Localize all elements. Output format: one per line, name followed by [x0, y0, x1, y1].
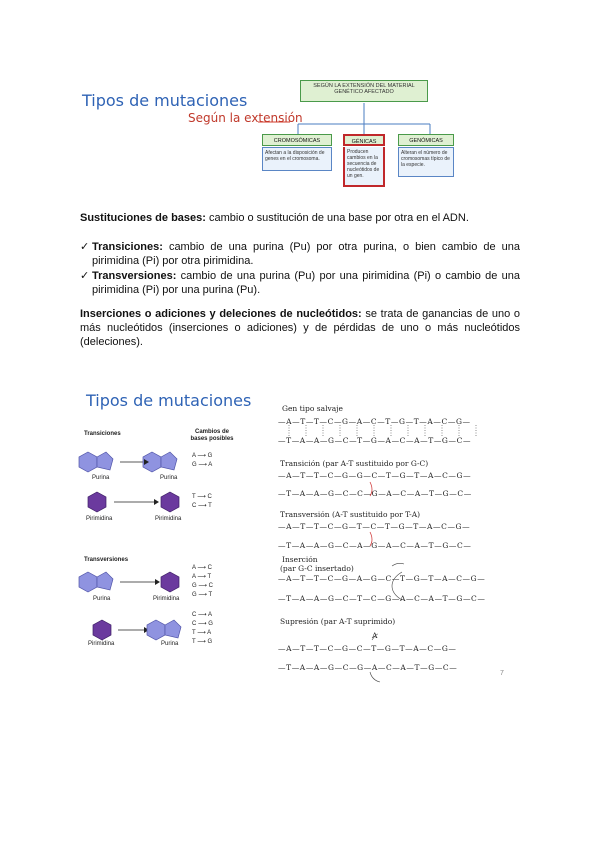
pair: C ⟶ T [192, 503, 212, 509]
para-inserciones-bold: Inserciones o adiciones y deleciones de nucleótidos: [80, 308, 362, 320]
pair: C ⟶ A [192, 612, 212, 618]
label-transition: Transición (par A-T sustituido por G-C) [280, 459, 429, 468]
section1-title: Tipos de mutaciones [82, 91, 248, 110]
section1-subtitle: Según la extensión [188, 111, 303, 125]
desc-genicas: Producen cambios en la secuencia de nucleótidos de un gen. [343, 147, 385, 187]
pair: G ⟶ T [192, 592, 213, 598]
label-transversion: Transversión (A-T sustituido por T-A) [280, 510, 421, 519]
label-purina: Purina [92, 475, 110, 481]
label-deletion: Supresión (par A-T suprimido) [280, 617, 396, 626]
pair: T ⟶ A [192, 630, 212, 636]
flowchart-root: SEGÚN LA EXTENSIÓN DEL MATERIAL GENÉTICO AFECTADO [300, 80, 428, 102]
label-purina: Purina [160, 475, 178, 481]
label-purina: Purina [93, 596, 111, 602]
label-insertion: Inserción [282, 555, 318, 564]
pair: A ⟶ G [192, 453, 213, 459]
para-sustituciones-text: cambio o sustitución de una base por otra en el ADN. [205, 212, 469, 224]
seq-wild-top: —A—T—T—C—G—A—C—T—G—T—A—C—G— [278, 417, 471, 426]
label-pirimidina: Pirimidina [88, 641, 115, 647]
bullet-transiciones-bold: Transiciones: [92, 241, 163, 253]
desc-cromosomicas: Afectan a la disposición de genes en el cromosoma. [262, 147, 332, 171]
pair: G ⟶ A [192, 462, 213, 468]
desc-genomicas: Alteran el número de cromosomas típico de la especie. [398, 147, 454, 177]
seq-transversion-top: —A—T—T—C—G—T—C—T—G—T—A—C—G— [278, 522, 471, 531]
seq-wild-bottom: —T—A—A—G—C—T—G—A—C—A—T—G—C— [278, 436, 472, 445]
check-icon: ✓ [80, 270, 90, 282]
category-genomicas: GENÓMICAS [398, 134, 454, 146]
pair: A ⟶ C [192, 565, 212, 571]
bullet-transversiones-bold: Transversiones: [92, 270, 177, 282]
label-transiciones: Transiciones [84, 431, 121, 437]
label-wild-type: Gen tipo salvaje [282, 404, 343, 413]
page-number: 7 [500, 670, 504, 677]
pair: G ⟶ C [192, 583, 213, 589]
category-genicas: GÉNICAS [343, 134, 385, 146]
label-transversiones: Transversiones [84, 557, 129, 563]
label-cambios: Cambios de bases posibles [190, 429, 234, 442]
label-pirimidina: Pirimidina [153, 596, 180, 602]
seq-insertion-bottom: —T—A—A—G—C—T—C—G—A—C—A—T—G—C— [278, 594, 486, 603]
bullet-transiciones-text: cambio de una purina (Pu) por otra purina, o bien cambio de una pirimidina (Pi) por otra pirimidina. [92, 241, 520, 267]
pair: A ⟶ T [192, 574, 212, 580]
para-sustituciones-bold: Sustituciones de bases: [80, 212, 206, 224]
pair: T ⟶ G [192, 639, 213, 645]
check-icon: ✓ [80, 241, 90, 253]
label-pirimidina: Pirimidina [86, 516, 113, 522]
seq-deletion-top: —A—T—T—C—G—C—T—G—T—A—C—G— [278, 644, 457, 653]
pair: T ⟶ C [192, 494, 212, 500]
section2-title: Tipos de mutaciones [86, 391, 252, 410]
seq-transition-top: —A—T—T—C—G—G—C—T—G—T—A—C—G— [278, 471, 472, 480]
seq-deletion-bottom: —T—A—A—G—C—G—A—C—A—T—G—C— [278, 663, 458, 672]
seq-transversion-bottom: —T—A—A—G—C—A—G—A—C—A—T—G—C— [278, 541, 472, 550]
seq-transition-bottom: —T—A—A—G—C—C—G—A—C—A—T—G—C— [278, 489, 472, 498]
category-cromosomicas: CROMOSÓMICAS [262, 134, 332, 146]
pair: C ⟶ G [192, 621, 213, 627]
label-purina: Purina [161, 641, 179, 647]
bullet-transversiones-text: cambio de una purina (Pu) por una pirimidina (Pi) o cambio de una pirimidina (Pi) por una purina (Pu). [92, 270, 520, 296]
para-inserciones-text: se trata de ganancias de uno o más nucleótidos (inserciones o adiciones) y de pérdidas de uno o más nucleótidos (deleciones). [80, 308, 520, 348]
label-pirimidina: Pirimidina [155, 516, 182, 522]
seq-insertion-top: —A—T—T—C—G—A—G—C—T—G—T—A—C—G— [278, 574, 486, 583]
label-insertion-sub: (par G-C insertado) [280, 564, 354, 573]
deleted-base: A [372, 631, 378, 640]
